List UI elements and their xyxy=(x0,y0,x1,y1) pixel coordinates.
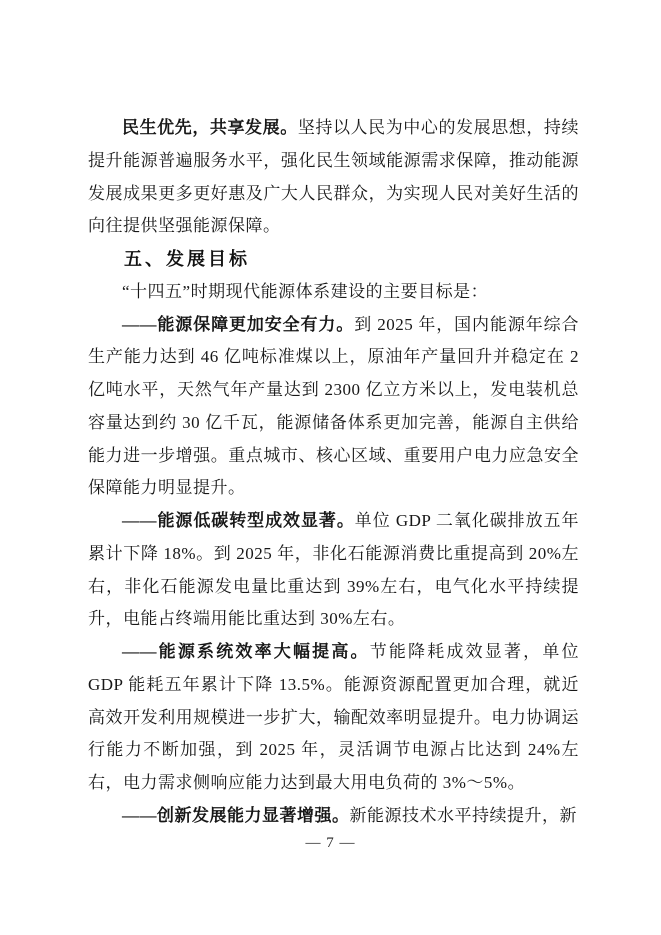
paragraph-minsheng-text: 坚持以人民为中心的发展思想，持续提升能源普遍服务水平，强化民生领域能源需求保障，推动能源发展成果更多更好惠及广大人民群众，为实现人民对美好生活的向往提供坚强能源保障。 xyxy=(88,118,580,236)
paragraph-low-carbon xyxy=(88,505,579,636)
paragraph-energy-security-text: 到 2025 年，国内能源年综合生产能力达到 46 亿吨标准煤以上，原油年产量回升并稳定在 2 亿吨水平，天然气年产量达到 2300 亿立方米以上，发电装机总容量达到约 30 亿千瓦，能源储备体系更加完善，能源自主供给能力进一步增强。重点城市、核心区域、重要用户电力应急安全保障能力明显提升。 xyxy=(88,314,580,498)
section-heading-development-goals: 五、发展目标 xyxy=(124,249,250,269)
paragraph-intro-text: “十四五”时期现代能源体系建设的主要目标是： xyxy=(122,281,489,301)
paragraph-system-efficiency xyxy=(88,636,579,800)
paragraph-energy-security-lead: ——能源保障更加安全有力。 xyxy=(122,314,355,334)
paragraph-system-efficiency-lead: ——能源系统效率大幅提高。 xyxy=(122,642,370,661)
paragraph-innovation xyxy=(88,800,579,833)
paragraph-low-carbon-text: 单位 GDP 二氧化碳排放五年累计下降 18%。到 2025 年，非化石能源消费比重提高到 20%左右，非化石能源发电量比重达到 39%左右，电气化水平持续提升，电能占终端用能比重达到 30%左右。 xyxy=(88,511,579,629)
paragraph-energy-security xyxy=(88,309,579,506)
paragraph-minsheng-lead: 民生优先，共享发展。 xyxy=(122,118,298,137)
paragraph-innovation-lead: ——创新发展能力显著增强。 xyxy=(122,805,350,825)
paragraph-system-efficiency-text: 节能降耗成效显著，单位 GDP 能耗五年累计下降 13.5%。能源资源配置更加合理，就近高效开发利用规模进一步扩大，输配效率明显提升。电力协调运行能力不断加强，到 2025 年，灵活调节电源占比达到 24%左右，电力需求侧响应能力达到最大用电负荷的 3%～5%。 xyxy=(88,642,580,792)
paragraph-intro xyxy=(88,276,579,309)
page-content xyxy=(88,112,579,833)
paragraph-low-carbon-lead: ——能源低碳转型成效显著。 xyxy=(122,511,355,530)
paragraph-minsheng xyxy=(88,112,579,243)
paragraph-innovation-text: 新能源技术水平持续提升，新 xyxy=(349,805,577,825)
page-number: — 7 — xyxy=(305,835,356,851)
